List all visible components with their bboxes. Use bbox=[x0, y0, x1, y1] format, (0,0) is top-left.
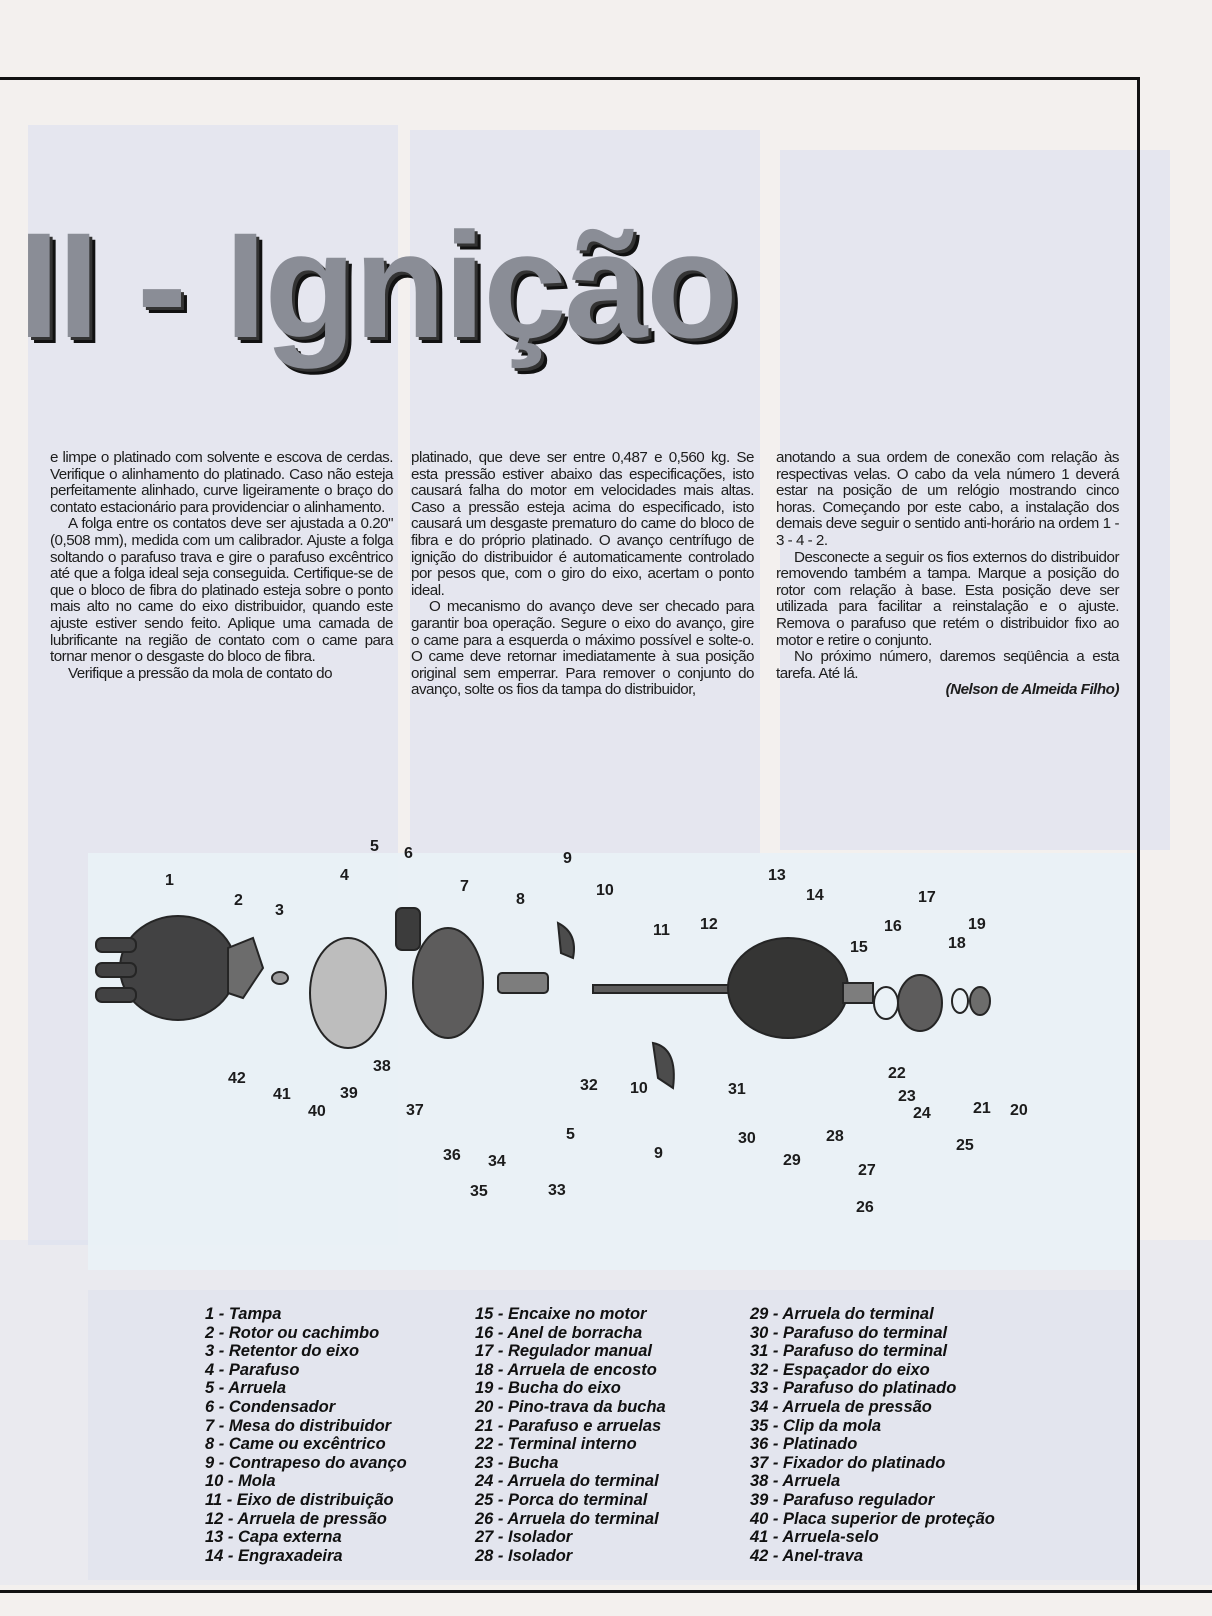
diagram-label: 27 bbox=[858, 1162, 876, 1179]
legend-item: 2 - Rotor ou cachimbo bbox=[205, 1323, 380, 1342]
legend-item: 11 - Eixo de distribuição bbox=[205, 1490, 394, 1509]
part-upper-plate bbox=[310, 938, 386, 1048]
legend-item: 38 - Arruela bbox=[750, 1472, 841, 1491]
legend-item: 19 - Bucha do eixo bbox=[475, 1379, 621, 1398]
frame-bottom-rule bbox=[0, 1590, 1212, 1593]
part-cap-terminal bbox=[96, 963, 136, 977]
legend-item: 7 - Mesa do distribuidor bbox=[205, 1416, 392, 1435]
diagram-label: 35 bbox=[470, 1183, 488, 1200]
legend-item: 20 - Pino-trava da bucha bbox=[475, 1397, 666, 1416]
paragraph: No próximo número, daremos seqüência a esta tarefa. Até lá. bbox=[776, 648, 1119, 682]
paragraph: anotando a sua ordem de conexão com relação às respectivas velas. O cabo da vela número 1 deverá estar na posição de um relógio mostrando cinco horas. Começando por este cabo, a instalação dos demais deve seguir o sentido anti-horário na ordem 1 - 3 - 4 - 2. bbox=[776, 449, 1119, 549]
diagram-label: 5 bbox=[566, 1126, 575, 1143]
diagram-label: 21 bbox=[973, 1100, 991, 1117]
article-column-3 bbox=[776, 450, 1119, 699]
legend-item: 5 - Arruela bbox=[205, 1379, 287, 1398]
legend-item: 32 - Espaçador do eixo bbox=[750, 1360, 930, 1379]
part-engine-fit bbox=[843, 983, 873, 1003]
diagram-label: 29 bbox=[783, 1152, 801, 1169]
legend-item: 6 - Condensador bbox=[205, 1397, 336, 1416]
legend-item: 21 - Parafuso e arruelas bbox=[475, 1416, 662, 1435]
frame-left-tick bbox=[0, 77, 8, 80]
diagram-label: 3 bbox=[275, 902, 284, 919]
diagram-label: 13 bbox=[768, 867, 786, 884]
diagram-label: 23 bbox=[898, 1088, 916, 1105]
frame-top-rule bbox=[0, 77, 1140, 80]
legend-item: 14 - Engraxadeira bbox=[205, 1546, 343, 1565]
diagram-label: 33 bbox=[548, 1182, 566, 1199]
legend-item: 12 - Arruela de pressão bbox=[205, 1509, 387, 1528]
legend-item: 9 - Contrapeso do avanço bbox=[205, 1453, 407, 1472]
part-cap-terminal bbox=[96, 988, 136, 1002]
legend-item: 27 - Isolador bbox=[475, 1528, 573, 1547]
diagram-label: 41 bbox=[273, 1086, 291, 1103]
article-column-1 bbox=[50, 450, 393, 682]
part-housing bbox=[728, 938, 848, 1038]
legend-item: 36 - Platinado bbox=[750, 1435, 858, 1454]
legend-item: 1 - Tampa bbox=[205, 1305, 282, 1323]
diagram-label: 4 bbox=[340, 867, 349, 884]
diagram-label: 17 bbox=[918, 889, 936, 906]
legend-item: 15 - Encaixe no motor bbox=[475, 1305, 647, 1323]
diagram-label: 36 bbox=[443, 1147, 461, 1164]
diagram-label: 25 bbox=[956, 1137, 974, 1154]
diagram-label: 16 bbox=[884, 918, 902, 935]
diagram-label: 11 bbox=[653, 922, 670, 939]
legend-column-1 bbox=[205, 1305, 407, 1565]
legend-item: 28 - Isolador bbox=[475, 1546, 573, 1565]
diagram-label: 9 bbox=[563, 850, 572, 867]
distributor-exploded-diagram bbox=[88, 838, 1136, 1270]
diagram-svg bbox=[88, 838, 1136, 1270]
diagram-label: 34 bbox=[488, 1153, 506, 1170]
legend-item: 10 - Mola bbox=[205, 1472, 276, 1491]
legend-item: 4 - Parafuso bbox=[205, 1360, 300, 1379]
part-condenser bbox=[396, 908, 420, 950]
legend-item: 35 - Clip da mola bbox=[750, 1416, 882, 1435]
article-column-2 bbox=[411, 450, 754, 699]
legend-item: 40 - Placa superior de proteção bbox=[750, 1509, 995, 1528]
diagram-label: 19 bbox=[968, 916, 986, 933]
legend-item: 39 - Parafuso regulador bbox=[750, 1490, 935, 1509]
paragraph: Verifique a pressão da mola de contato do bbox=[68, 664, 333, 682]
diagram-label: 7 bbox=[460, 878, 469, 895]
legend-item: 18 - Arruela de encosto bbox=[475, 1360, 657, 1379]
frame-right-rule bbox=[1137, 77, 1140, 1593]
legend-item: 31 - Parafuso do terminal bbox=[750, 1342, 948, 1361]
diagram-label: 5 bbox=[370, 838, 379, 855]
part-thrust-washer bbox=[952, 989, 968, 1013]
legend-item: 26 - Arruela do terminal bbox=[475, 1509, 659, 1528]
part-cap bbox=[120, 916, 236, 1020]
legend-column-3 bbox=[750, 1305, 995, 1565]
diagram-label: 28 bbox=[826, 1128, 844, 1145]
diagram-label: 38 bbox=[373, 1058, 391, 1075]
diagram-label: 39 bbox=[340, 1085, 358, 1102]
legend-item: 30 - Parafuso do terminal bbox=[750, 1323, 948, 1342]
diagram-label: 12 bbox=[700, 916, 718, 933]
diagram-label: 10 bbox=[596, 882, 614, 899]
paragraph: A folga entre os contatos deve ser ajustada a 0.20" (0,508 mm), medida com um calibrador. Ajuste a folga soltando o parafuso trava e gire o parafuso excêntrico até que a folga ideal seja conseguida. Certifique-se de que o bloco de fibra do platinado esteja sobre o ponto mais alto no came do eixo distribuidor, quando este ajuste estiver sendo feito. Aplique uma camada de lubrificante na região de contato com o came para tornar menor o desgaste do bloco de fibra. bbox=[50, 515, 393, 666]
legend-item: 22 - Terminal interno bbox=[475, 1435, 637, 1454]
diagram-label: 22 bbox=[888, 1065, 906, 1082]
part-cam bbox=[498, 973, 548, 993]
legend-item: 3 - Retentor do eixo bbox=[205, 1342, 360, 1361]
part-breaker-plate bbox=[413, 928, 483, 1038]
diagram-label: 31 bbox=[728, 1081, 746, 1098]
paragraph: platinado, que deve ser entre 0,487 e 0,560 kg. Se esta pressão estiver abaixo das especificações, isto causará falha do motor em velocidades mais altas. Caso a pressão esteja acima do especificado, isto causará um desgaste prematuro do came do bloco de fibra e do próprio platinado. O avanço centrífugo de ignição do distribuidor é automaticamente controlado por pesos que, com o giro do eixo, acertam o ponto ideal. bbox=[411, 449, 754, 599]
legend-item: 25 - Porca do terminal bbox=[475, 1490, 648, 1509]
part-advance-weight bbox=[558, 923, 574, 958]
legend-item: 8 - Came ou excêntrico bbox=[205, 1435, 386, 1454]
part-manual-regulator bbox=[898, 975, 942, 1031]
diagram-label: 40 bbox=[308, 1103, 326, 1120]
diagram-label: 20 bbox=[1010, 1102, 1028, 1119]
diagram-label: 42 bbox=[228, 1070, 246, 1087]
paragraph: Desconecte a seguir os fios externos do distribuidor removendo também a tampa. Marque a posição do rotor com relação à base. Esta posição deve ser utilizada para facilitar a reinstalação e o ajuste. Remova o parafuso que retém o distribuidor fixo ao motor e retire o conjunto. bbox=[776, 548, 1119, 649]
diagram-label: 6 bbox=[404, 845, 413, 862]
diagram-label: 32 bbox=[580, 1077, 598, 1094]
diagram-label: 8 bbox=[516, 891, 525, 908]
legend-item: 16 - Anel de borracha bbox=[475, 1323, 643, 1342]
legend-item: 23 - Bucha bbox=[475, 1453, 559, 1472]
diagram-label: 9 bbox=[654, 1145, 663, 1162]
legend-item: 37 - Fixador do platinado bbox=[750, 1453, 946, 1472]
part-shaft-bushing bbox=[970, 987, 990, 1015]
diagram-label: 2 bbox=[234, 892, 243, 909]
diagram-label: 14 bbox=[806, 887, 824, 904]
legend-item: 34 - Arruela de pressão bbox=[750, 1397, 932, 1416]
legend-column-2 bbox=[475, 1305, 666, 1565]
author-credit: (Nelson de Almeida Filho) bbox=[945, 681, 1119, 699]
legend-item: 41 - Arruela-selo bbox=[750, 1528, 879, 1547]
diagram-label: 24 bbox=[913, 1105, 931, 1122]
diagram-label: 37 bbox=[406, 1102, 424, 1119]
legend-item: 24 - Arruela do terminal bbox=[475, 1472, 659, 1491]
diagram-label: 15 bbox=[850, 939, 868, 956]
page-title: II - Ignição bbox=[18, 201, 736, 369]
diagram-label: 30 bbox=[738, 1130, 756, 1147]
legend-item: 42 - Anel-trava bbox=[750, 1546, 864, 1565]
part-cap-terminal bbox=[96, 938, 136, 952]
legend-item: 17 - Regulador manual bbox=[475, 1342, 652, 1361]
paragraph: e limpe o platinado com solvente e escova de cerdas. Verifique o alinhamento do platinado. Caso não esteja perfeitamente alinhado, curve ligeiramente o braço do contato estacionário para providenciar o alinhamento. bbox=[50, 449, 393, 516]
part-retainer bbox=[272, 972, 288, 984]
part-advance-weight bbox=[653, 1043, 674, 1088]
diagram-label: 18 bbox=[948, 935, 966, 952]
diagram-label: 26 bbox=[856, 1199, 874, 1216]
diagram-label: 1 bbox=[165, 872, 174, 889]
paragraph: O mecanismo do avanço deve ser checado para garantir boa operação. Segure o eixo do avanço, gire o came para a esquerda o máximo possível e solte-o. O came deve retornar imediatamente à sua posição original sem emperrar. Para remover o conjunto do avanço, solte os fios da tampa do distribuidor, bbox=[411, 598, 754, 699]
part-rubber-ring bbox=[874, 987, 898, 1019]
legend-item: 33 - Parafuso do platinado bbox=[750, 1379, 957, 1398]
legend-item: 13 - Capa externa bbox=[205, 1528, 342, 1547]
diagram-label: 10 bbox=[630, 1080, 648, 1097]
part-rotor bbox=[228, 938, 263, 998]
legend-item: 29 - Arruela do terminal bbox=[750, 1305, 934, 1323]
